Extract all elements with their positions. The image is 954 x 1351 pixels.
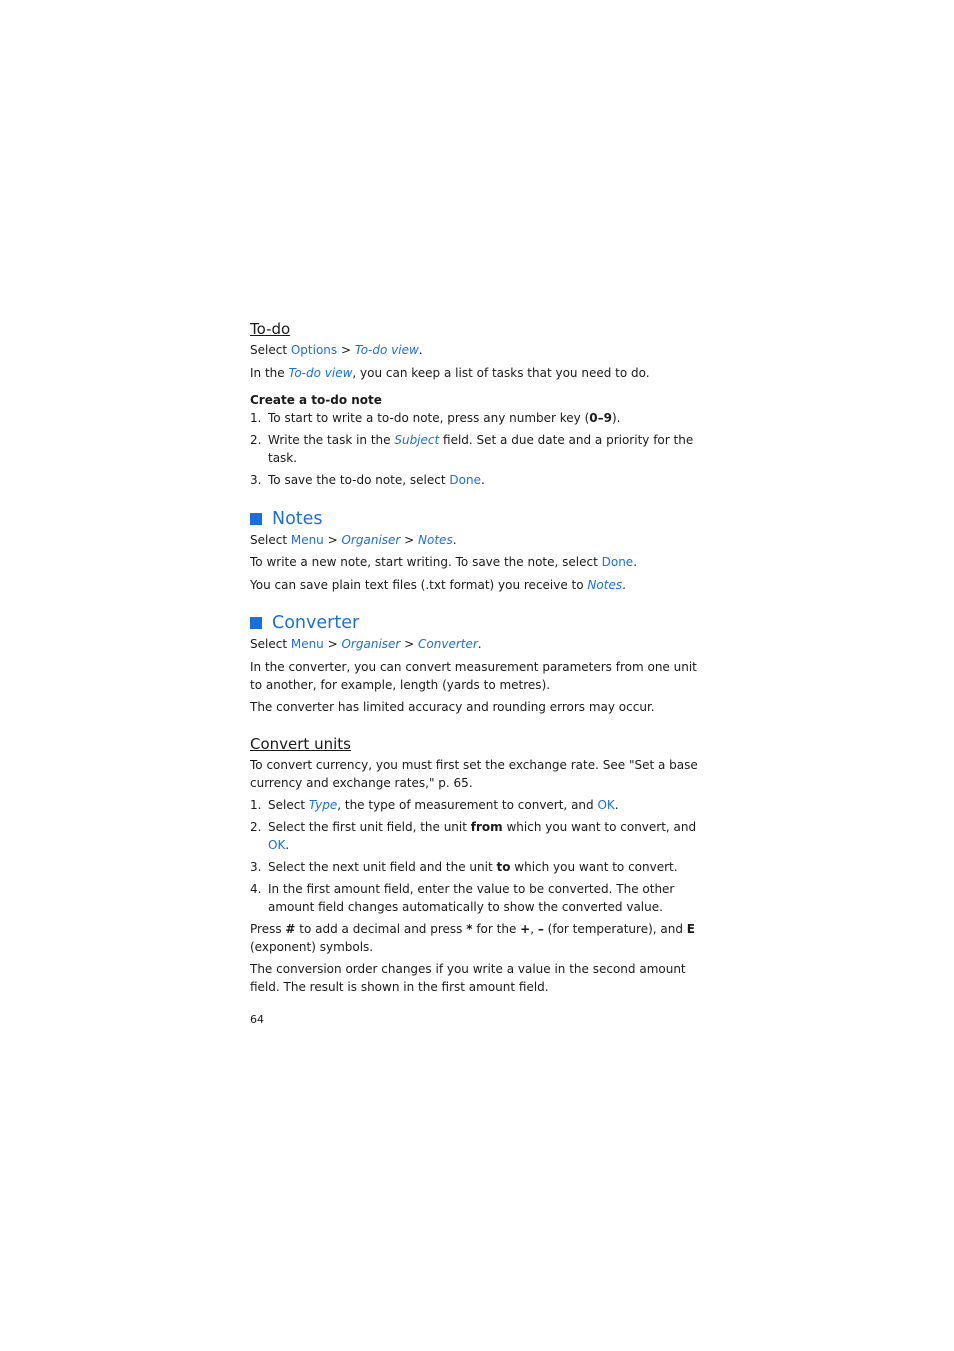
list-item: 3. Select the next unit field and the unit to which you want to convert.: [250, 860, 678, 874]
create-todo-title: Create a to-do note: [250, 393, 382, 407]
list-item: 2. Write the task in the Subject field. Set a due date and a priority for the task.: [250, 433, 694, 465]
todo-steps: [250, 409, 710, 489]
convert-order-para: The conversion order changes if you write a value in the second amount field. The result is shown in the first amount field.: [250, 962, 686, 994]
convert-press-para: Press # to add a decimal and press * for the +, – (for temperature), and E (exponent) symbols.: [250, 922, 695, 954]
list-item: 2. Select the first unit field, the unit from which you want to convert, and OK.: [250, 820, 697, 852]
section-square-icon: [250, 513, 262, 525]
todo-view-link[interactable]: To-do view: [354, 343, 419, 357]
list-item: 3. To save the to-do note, select Done.: [250, 473, 485, 487]
list-item: 1. Select Type, the type of measurement to convert, and OK.: [250, 798, 619, 812]
converter-para-1: In the converter, you can convert measurement parameters from one unit to another, for example, length (yards to metres).: [250, 660, 697, 692]
page-number: 64: [250, 1013, 264, 1026]
notes-para-2: You can save plain text files (.txt format) you receive to Notes.: [250, 578, 626, 592]
notes-heading: Notes: [250, 507, 710, 531]
todo-select-path: Select Options > To-do view.: [250, 343, 423, 357]
list-item: 4. In the first amount field, enter the value to be converted. The other amount field changes automatically to show the converted value.: [250, 882, 675, 914]
convert-units-heading: Convert units: [250, 735, 351, 753]
options-link[interactable]: Options: [290, 343, 338, 357]
convert-steps: [250, 796, 710, 916]
notes-select-path: Select Menu > Organiser > Notes.: [250, 533, 457, 547]
converter-heading: Converter: [250, 611, 710, 635]
converter-para-2: The converter has limited accuracy and rounding errors may occur.: [250, 700, 655, 714]
todo-heading: To-do: [250, 320, 291, 338]
notes-para-1: To write a new note, start writing. To save the note, select Done.: [250, 555, 638, 569]
list-item: 1. To start to write a to-do note, press any number key (0–9).: [250, 411, 621, 425]
convert-units-intro: To convert currency, you must first set the exchange rate. See "Set a base currency and exchange rates," p. 65.: [250, 758, 698, 790]
section-square-icon: [250, 617, 262, 629]
page-content: [250, 318, 710, 996]
todo-intro: In the To-do view, you can keep a list of tasks that you need to do.: [250, 366, 650, 380]
converter-select-path: Select Menu > Organiser > Converter.: [250, 637, 482, 651]
